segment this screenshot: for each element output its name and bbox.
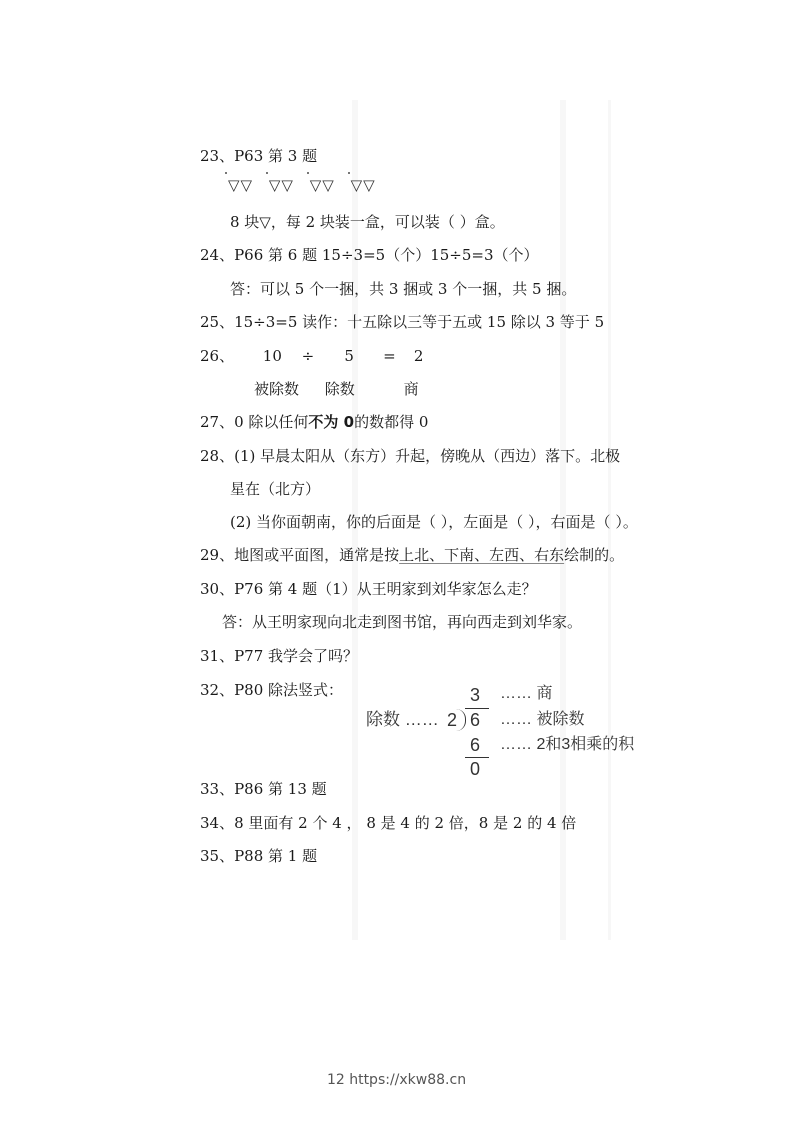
item-25-text: 25、15÷3=5 读作：十五除以三等于五或 15 除以 3 等于 5 xyxy=(200,313,605,331)
equals-sign: = xyxy=(383,347,396,365)
item-27-suffix: 的数都得 0 xyxy=(354,413,429,431)
product-note: …… 2和3相乘的积 xyxy=(500,736,635,753)
item-30-answer: 答：从王明家现向北走到图书馆，再向西走到刘华家。 xyxy=(222,613,583,631)
quotient-note: …… 商 xyxy=(500,685,553,702)
item-23-text: 8 块▽，每 2 块装一盒，可以装（ ）盒。 xyxy=(230,213,505,231)
item-26-label: 26、 xyxy=(200,347,235,365)
item-34-text: 34、8 里面有 2 个 4 ， 8 是 4 的 2 倍，8 是 2 的 4 倍 xyxy=(200,814,577,832)
division-quotient: 3 xyxy=(470,685,481,705)
division-remainder: 0 xyxy=(470,759,481,779)
subtraction-bar xyxy=(465,757,489,758)
page-footer: 12 https://xkw88.cn xyxy=(326,1072,467,1088)
divisor-label: 除数 xyxy=(324,380,355,398)
item-35-text: 35、P88 第 1 题 xyxy=(200,847,318,865)
item-29-prefix: 29、地图或平面图，通常是按 xyxy=(200,546,400,564)
dividend-label: 被除数 xyxy=(254,380,300,398)
item-29-text xyxy=(200,545,624,565)
item-30-title: 30、P76 第 4 题（1）从王明家到刘华家怎么走？ xyxy=(200,580,537,598)
division-dividend: 6 xyxy=(470,710,481,730)
quotient: 2 xyxy=(413,347,424,365)
item-26-equation xyxy=(200,346,423,366)
division-bar xyxy=(465,708,489,709)
item-28-line1: 28、(1) 早晨太阳从（东方）升起，傍晚从（西边）落下。北极 xyxy=(200,447,621,465)
triangle-icon-group: ▽▽ xyxy=(309,176,335,194)
triangle-icon-group: ▽▽ xyxy=(268,176,294,194)
item-33-text: 33、P86 第 13 题 xyxy=(200,780,327,798)
item-27-bold: 不为 0 xyxy=(308,413,355,431)
dividend-note: …… 被除数 xyxy=(500,711,585,728)
item-32-title: 32、P80 除法竖式： xyxy=(200,681,344,699)
item-29-suffix: 绘制的。 xyxy=(564,546,625,564)
item-26-labels xyxy=(254,379,419,399)
triangle-row xyxy=(228,176,386,194)
item-28-line3: (2) 当你面朝南，你的后面是（ ），左面是（ ），右面是（ ）。 xyxy=(230,513,638,531)
division-bracket xyxy=(456,709,466,731)
triangle-icon-group: ▽▽ xyxy=(228,176,254,194)
item-24-title: 24、P66 第 6 题 15÷3=5（个）15÷5=3（个） xyxy=(200,246,539,264)
item-29-underlined: 上北、下南、左西、右东 xyxy=(399,546,565,564)
division-divisor: 2 xyxy=(447,710,458,730)
division-product: 6 xyxy=(470,735,481,755)
item-24-answer: 答：可以 5 个一捆，共 3 捆或 3 个一捆，共 5 捆。 xyxy=(230,280,577,298)
item-31-text: 31、P77 我学会了吗？ xyxy=(200,647,359,665)
divisor: 5 xyxy=(344,347,354,365)
divisor-label: 除数 …… xyxy=(366,710,439,729)
item-27-prefix: 27、0 除以任何 xyxy=(200,413,309,431)
item-23-title: 23、P63 第 3 题 xyxy=(200,147,318,165)
quotient-label: 商 xyxy=(403,380,419,398)
divide-sign: ÷ xyxy=(301,347,315,365)
item-28-line2: 星在（北方） xyxy=(230,480,321,498)
item-27-text xyxy=(200,412,428,432)
dividend: 10 xyxy=(262,347,282,365)
triangle-icon-group: ▽▽ xyxy=(350,176,376,194)
